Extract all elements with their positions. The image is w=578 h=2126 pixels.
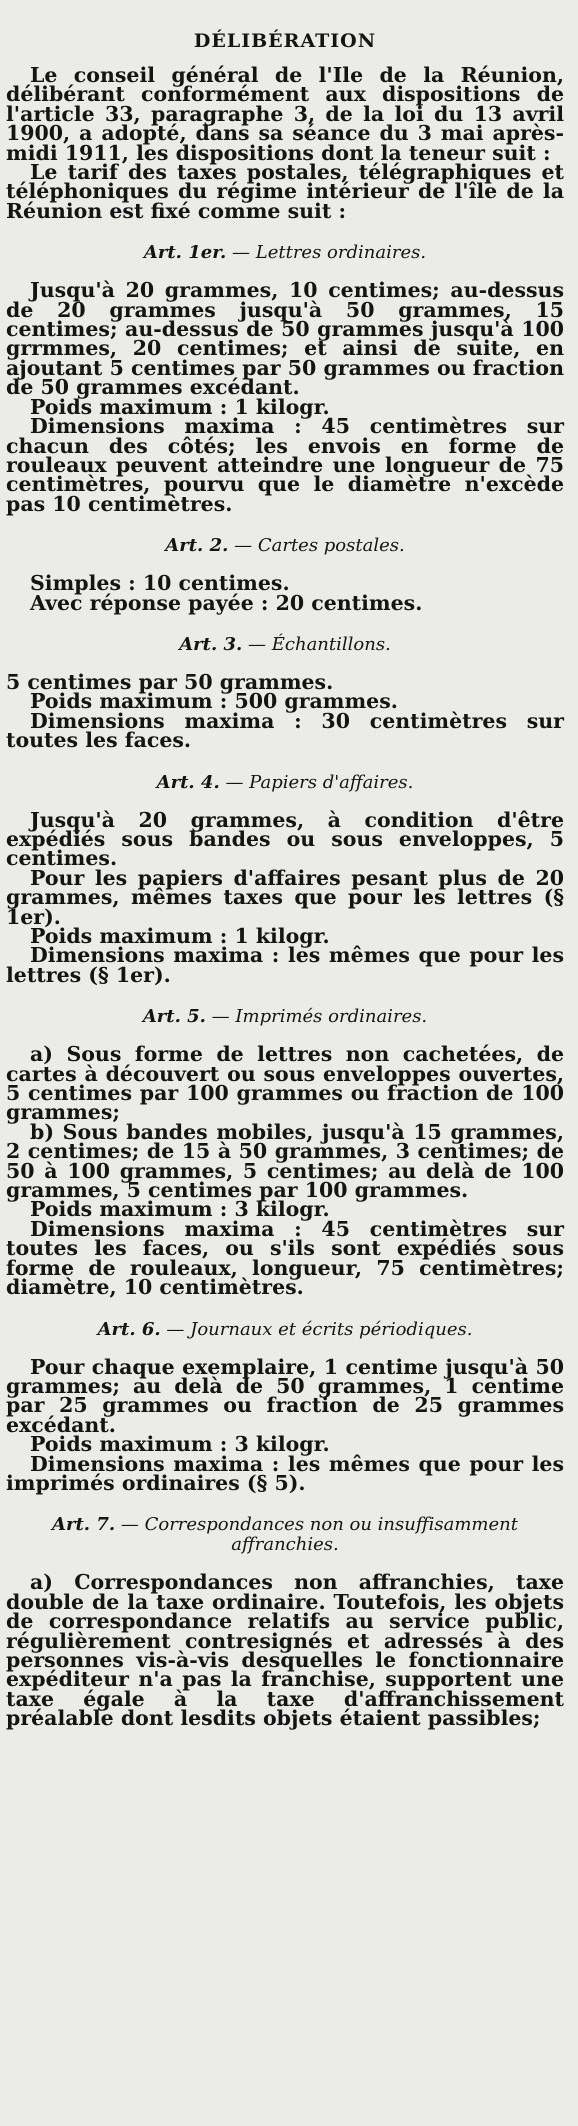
article-4-paragraph-4: Dimensions maxima : les mêmes que pour les lettres (§ 1er). [6, 943, 564, 987]
article-3-heading [6, 635, 564, 655]
article-5-paragraph-1: a) Sous forme de lettres non cachetées, de cartes à découvert ou sous enveloppes ouvertes, 5 centimes par 100 grammes ou fraction de 100 grammes; [6, 1042, 564, 1125]
article-7-number: Art. 7. [52, 1514, 116, 1536]
article-2-heading [6, 536, 564, 556]
article-5-title: — Imprimés ordinaires. [211, 1006, 428, 1028]
article-1-paragraph-1: Jusqu'à 20 grammes, 10 centimes; au-dessus de 20 grammes jusqu'à 50 grammes, 15 centimes; au-dessus de 50 grammes jusqu'à 100 grrmmes, 20 centimes; et ainsi de suite, en ajoutant 5 centimes par 50 grammes ou fraction de 50 grammes excédant. [6, 278, 564, 400]
article-4-paragraph-1: Jusqu'à 20 grammes, à condition d'être expédiés sous bandes ou sous enveloppes, 5 centimes. [6, 807, 564, 871]
article-4-heading [6, 773, 564, 793]
intro-paragraph-1: Le conseil général de l'Ile de la Réunion, délibérant conformément aux dispositions de l'article 33, paragraphe 3, de la loi du 13 avril 1900, a adopté, dans sa séance du 3 mai après-midi 1911, les dispositions dont la teneur suit : [6, 63, 564, 165]
article-2-paragraph-2: Avec réponse payée : 20 centimes. [30, 590, 423, 615]
article-2-title: — Cartes postales. [234, 535, 405, 557]
article-2-paragraph-1: Simples : 10 centimes. [30, 571, 290, 596]
article-1-paragraph-2: Poids maximum : 1 kilogr. [30, 394, 330, 419]
article-6-title: — Journaux et écrits périodiques. [166, 1318, 473, 1340]
article-1-title: — Lettres ordinaires. [232, 242, 427, 264]
article-4-paragraph-3: Poids maximum : 1 kilogr. [30, 924, 330, 948]
article-6-heading [6, 1320, 564, 1340]
article-2-number: Art. 2. [165, 535, 229, 557]
article-1-heading [6, 243, 564, 263]
article-3-paragraph-3: Dimensions maxima : 30 centimètres sur toutes les faces. [6, 708, 564, 753]
article-5-paragraph-4: Dimensions maxima : 45 centimètres sur toutes les faces, ou s'ils sont expédiés sous forme de rouleaux, longueur, 75 centimètres; diamètre, 10 centimètres. [6, 1216, 564, 1300]
article-4-number: Art. 4. [156, 771, 220, 793]
article-1-paragraph-3: Dimensions maxima : 45 centimètres sur chacun des côtés; les envois en forme de rouleaux peuvent atteindre une longueur de 75 centimètres, pourvu que le diamètre n'excède pas 10 centimètres. [6, 414, 564, 516]
article-6-number: Art. 6. [97, 1318, 161, 1340]
article-6-paragraph-1: Pour chaque exemplaire, 1 centime jusqu'à 50 grammes; au delà de 50 grammes, 1 centime par 25 grammes ou fraction de 25 grammes excédant. [6, 1354, 564, 1437]
article-7-title: — Correspondances non ou insuffisamment affranchies. [120, 1514, 518, 1556]
article-7-heading [6, 1515, 564, 1555]
article-3-paragraph-1: 5 centimes par 50 grammes. [6, 669, 334, 694]
article-4-paragraph-2: Pour les papiers d'affaires pesant plus de 20 grammes, mêmes taxes que pour les lettres (§ 1er). [6, 865, 564, 929]
article-4-title: — Papiers d'affaires. [225, 771, 414, 793]
article-5-heading [6, 1007, 564, 1027]
article-7-paragraph-1: a) Correspondances non affranchies, taxe double de la taxe ordinaire. Toutefois, les objets de correspondance relatifs au service public, régulièrement contresignés et adressés à des personnes vis-à-vis desquelles le fonctionnaire expéditeur n'a pas la franchise, supportent une taxe égale à la taxe d'affranchissement préalable dont lesdits objets étaient passibles; [6, 1570, 564, 1731]
article-6-paragraph-2: Poids maximum : 3 kilogr. [30, 1432, 330, 1457]
article-5-number: Art. 5. [142, 1006, 206, 1028]
intro-paragraph-2: Le tarif des taxes postales, télégraphiques et téléphoniques du régime intérieur de l'île de la Réunion est fixé comme suit : [6, 160, 564, 223]
article-3-number: Art. 3. [179, 633, 243, 655]
article-6-paragraph-3: Dimensions maxima : les mêmes que pour les imprimés ordinaires (§ 5). [6, 1451, 564, 1495]
article-5-paragraph-3: Poids maximum : 3 kilogr. [30, 1197, 330, 1222]
article-1-number: Art. 1er. [143, 242, 227, 264]
article-5-paragraph-2: b) Sous bandes mobiles, jusqu'à 15 grammes, 2 centimes; de 15 à 50 grammes, 3 centimes; de 50 à 100 grammes, 5 centimes; au delà de 100 grammes, 5 centimes par 100 grammes. [6, 1119, 564, 1203]
article-3-title: — Échantillons. [248, 633, 391, 655]
article-3-paragraph-2: Poids maximum : 500 grammes. [30, 689, 398, 714]
document-title: DÉLIBÉRATION [193, 30, 377, 52]
